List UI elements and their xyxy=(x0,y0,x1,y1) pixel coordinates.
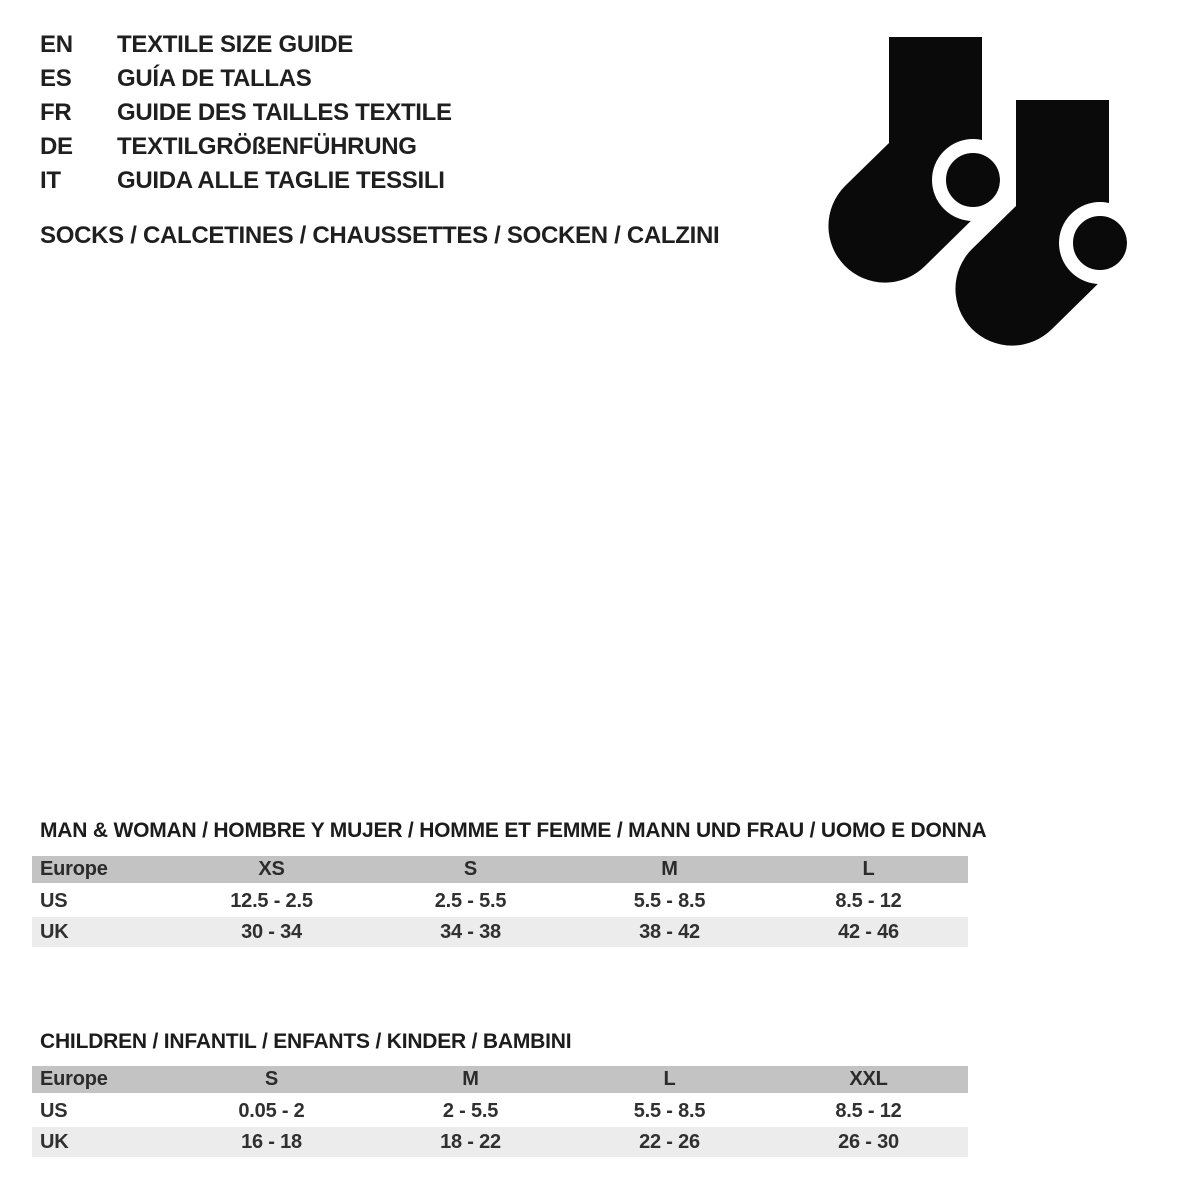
table-row-uk xyxy=(32,1127,968,1157)
children-size-table xyxy=(32,1066,968,1157)
table-row-uk xyxy=(32,917,968,947)
language-label: GUIDA ALLE TAGLIE TESSILI xyxy=(117,167,445,194)
size-range-value: 0.05 - 2 xyxy=(238,1100,305,1122)
man-woman-size-table xyxy=(32,856,968,947)
column-header-size: S xyxy=(463,858,478,880)
language-label: GUÍA DE TALLAS xyxy=(117,65,312,92)
column-header-size: XXL xyxy=(849,1068,888,1090)
socks-pair-icon xyxy=(805,25,1150,355)
column-header-size: M xyxy=(462,1068,479,1090)
column-header-size: L xyxy=(862,858,875,880)
language-row-en xyxy=(40,28,452,62)
language-row-fr xyxy=(40,96,452,130)
size-range-value: 38 - 42 xyxy=(639,921,700,943)
size-range-value: 22 - 26 xyxy=(639,1131,700,1153)
region-label: UK xyxy=(40,921,69,943)
size-range-value: 8.5 - 12 xyxy=(835,890,902,912)
size-range-value: 30 - 34 xyxy=(241,921,302,943)
column-header-size: XS xyxy=(258,858,285,880)
language-code: EN xyxy=(40,31,73,58)
size-range-value: 2 - 5.5 xyxy=(442,1100,499,1122)
size-range-value: 18 - 22 xyxy=(440,1131,501,1153)
language-label: GUIDE DES TAILLES TEXTILE xyxy=(117,99,452,126)
column-header-size: L xyxy=(663,1068,676,1090)
language-title-list xyxy=(40,28,452,198)
language-code: DE xyxy=(40,133,73,160)
region-label: US xyxy=(40,890,68,912)
region-label: UK xyxy=(40,1131,69,1153)
table-row-us xyxy=(32,1095,968,1127)
column-header-europe: Europe xyxy=(40,858,108,880)
column-header-size: M xyxy=(661,858,678,880)
size-range-value: 34 - 38 xyxy=(440,921,501,943)
language-row-es xyxy=(40,62,452,96)
language-code: FR xyxy=(40,99,72,126)
language-code: ES xyxy=(40,65,72,92)
table-header-row xyxy=(32,1066,968,1095)
size-range-value: 16 - 18 xyxy=(241,1131,302,1153)
column-header-europe: Europe xyxy=(40,1068,108,1090)
man-woman-section-title: MAN & WOMAN / HOMBRE Y MUJER / HOMME ET FEMME / MANN UND FRAU / UOMO E DONNA xyxy=(40,819,987,842)
size-range-value: 42 - 46 xyxy=(838,921,899,943)
size-range-value: 12.5 - 2.5 xyxy=(230,890,313,912)
size-range-value: 8.5 - 12 xyxy=(835,1100,902,1122)
size-range-value: 5.5 - 8.5 xyxy=(633,1100,706,1122)
language-label: TEXTILE SIZE GUIDE xyxy=(117,31,353,58)
size-range-value: 2.5 - 5.5 xyxy=(434,890,507,912)
language-row-de xyxy=(40,130,452,164)
children-section-title: CHILDREN / INFANTIL / ENFANTS / KINDER / BAMBINI xyxy=(40,1030,572,1053)
size-range-value: 26 - 30 xyxy=(838,1131,899,1153)
language-code: IT xyxy=(40,167,61,194)
language-row-it xyxy=(40,164,452,198)
size-range-value: 5.5 - 8.5 xyxy=(633,890,706,912)
table-row-us xyxy=(32,885,968,917)
table-header-row xyxy=(32,856,968,885)
product-line-title: SOCKS / CALCETINES / CHAUSSETTES / SOCKEN / CALZINI xyxy=(40,222,720,249)
region-label: US xyxy=(40,1100,68,1122)
language-label: TEXTILGRÖßENFÜHRUNG xyxy=(117,133,417,160)
column-header-size: S xyxy=(264,1068,279,1090)
